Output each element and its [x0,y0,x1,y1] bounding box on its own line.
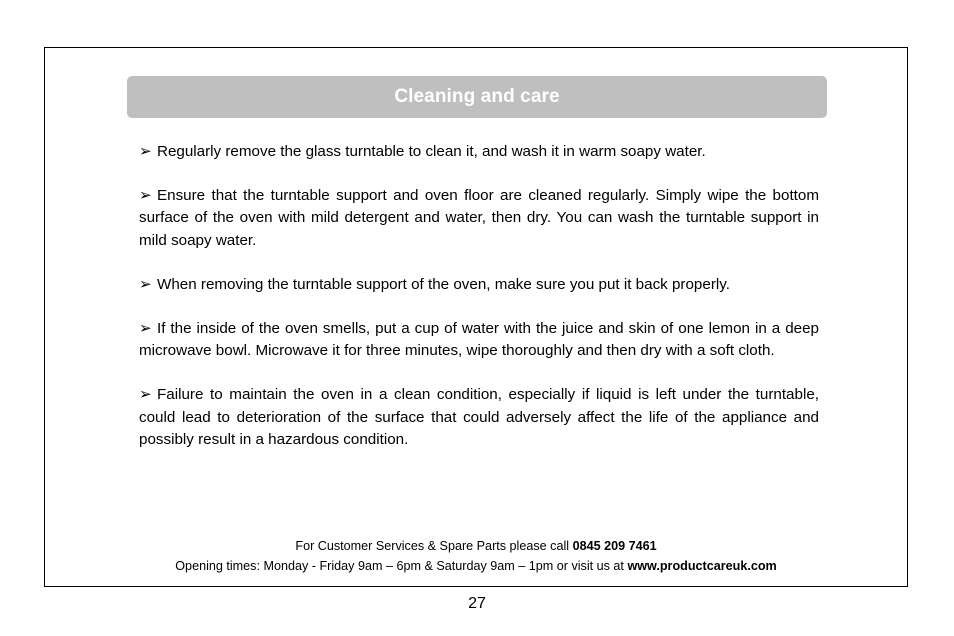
instruction-text: Failure to maintain the oven in a clean condition, especially if liquid is left under the turntable, could lead to deterioration of the surface that could adversely affect the life of the appliance and possibly result in a hazardous condition. [139,386,819,448]
page-number: 27 [468,595,486,612]
arrow-bullet-icon: ➢ [139,143,152,160]
arrow-bullet-icon: ➢ [139,275,152,293]
instruction-text: When removing the turntable support of the oven, make sure you put it back properly. [157,275,730,293]
arrow-bullet-icon: ➢ [139,187,152,205]
section-title: Cleaning and care [394,86,560,107]
footer-phone-number: 0845 209 7461 [572,539,657,553]
instruction-text: Ensure that the turntable support and oven floor are cleaned regularly. Simply wipe the bottom surface of the oven with mild detergent and water, then dry. You can wash the turntable support in mild soapy water. [139,187,819,249]
footer-customer-services [44,536,908,556]
footer-services-text: For Customer Services & Spare Parts please call [295,539,573,553]
footer-opening-text: Opening times: Monday - Friday 9am – 6pm & Saturday 9am – 1pm or visit us at [175,559,628,573]
footer-opening-times [44,556,908,576]
cleaning-instructions [139,141,819,473]
instruction-item [139,274,819,296]
instruction-item [139,141,819,163]
instruction-text: Regularly remove the glass turntable to clean it, and wash it in warm soapy water. [157,143,706,160]
arrow-bullet-icon: ➢ [139,320,152,338]
instruction-item [139,384,819,451]
footer-website-link[interactable]: www.productcareuk.com [627,559,777,573]
instruction-item [139,185,819,252]
instruction-item [139,318,819,362]
section-header [127,76,827,118]
instruction-text: If the inside of the oven smells, put a cup of water with the juice and skin of one lemon in a deep microwave bowl. Microwave it for three minutes, wipe thoroughly and then dry with a soft cloth. [139,320,819,360]
arrow-bullet-icon: ➢ [139,386,152,404]
